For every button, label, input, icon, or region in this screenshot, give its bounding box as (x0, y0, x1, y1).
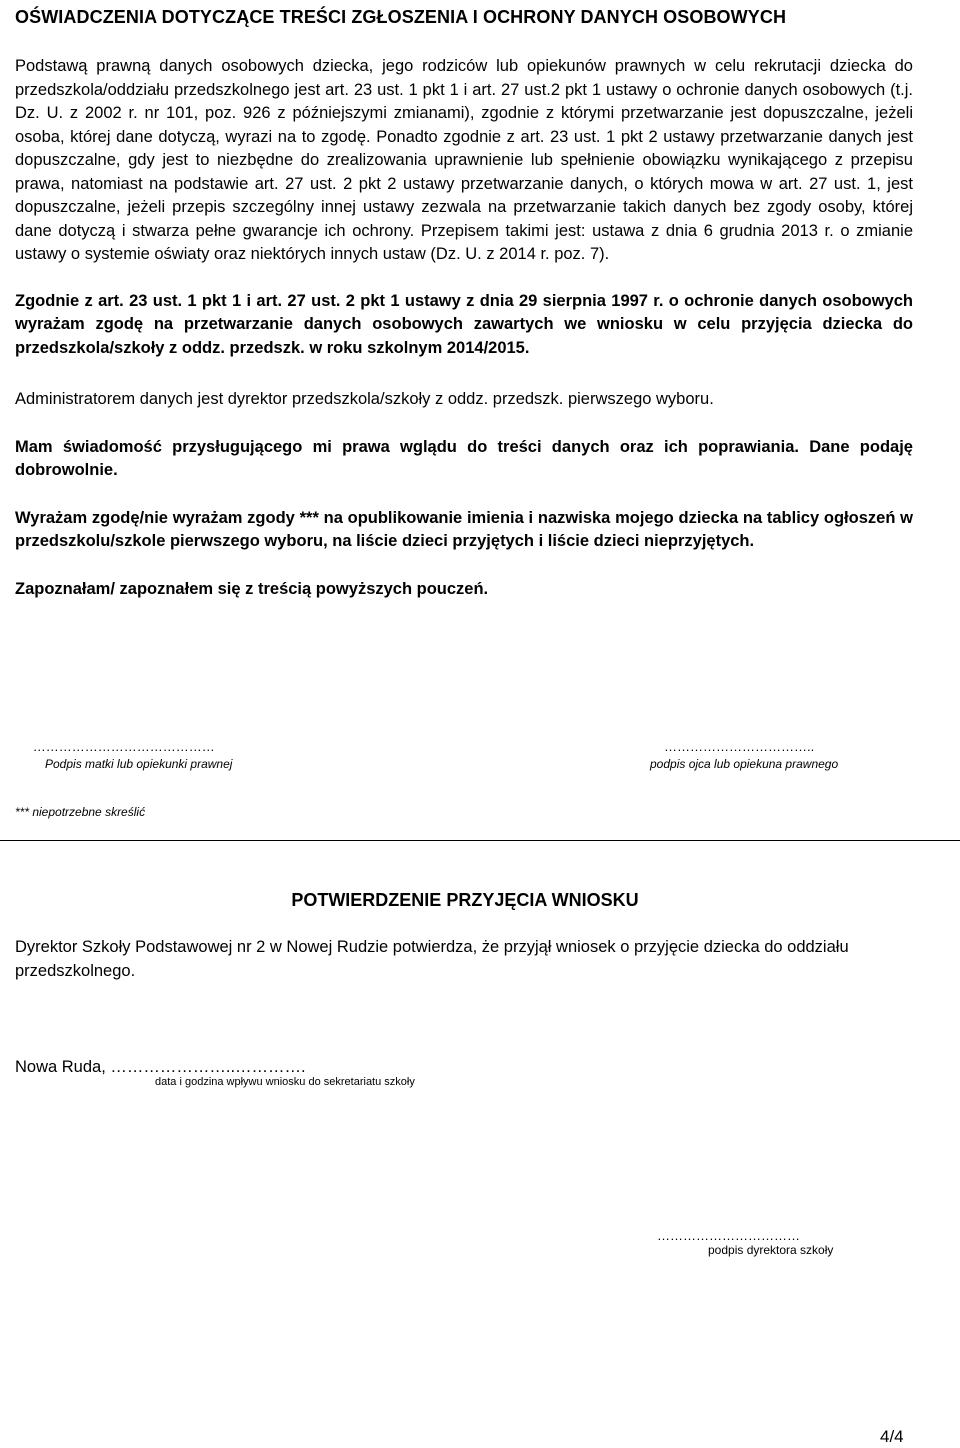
mother-signature-caption: Podpis matki lub opiekunki prawnej (45, 757, 233, 771)
father-signature-line: …………………………….. (663, 739, 815, 754)
footnote: *** niepotrzebne skreślić (15, 805, 146, 819)
confirmation-title: POTWIERDZENIE PRZYJĘCIA WNIOSKU (291, 890, 639, 910)
acknowledgement-paragraph: Zapoznałam/ zapoznałem się z treścią powyższych pouczeń. (15, 579, 489, 598)
director-signature-line: …………………………… (657, 1228, 800, 1243)
mother-signature-line: …………………………………… (32, 739, 215, 754)
parent-signatures (15, 740, 913, 780)
page-number: 4/4 (880, 1427, 904, 1446)
publication-consent-paragraph: Wyrażam zgodę/nie wyrażam zgody *** na opublikowanie imienia i nazwiska mojego dziecka na tablicy ogłoszeń w przedszkolu/szkole pierwszego wyboru, na liście dzieci przyjętych i liście dzieci nieprzyjętych. (15, 508, 913, 550)
document-title: OŚWIADCZENIA DOTYCZĄCE TREŚCI ZGŁOSZENIA I OCHRONY DANYCH OSOBOWYCH (15, 7, 787, 27)
consent-paragraph: Zgodnie z art. 23 ust. 1 pkt 1 i art. 27 ust. 2 pkt 1 ustawy z dnia 29 sierpnia 1997 r. o ochronie danych osobowych wyrażam zgodę na przetwarzanie danych osobowych zawartych we wniosku w celu przyjęcia dziecka do przedszkola/szkoły z oddz. przedszk. w roku szkolnym 2014/2015. (15, 291, 913, 357)
confirmation-text: Dyrektor Szkoły Podstawowej nr 2 w Nowej Rudzie potwierdza, że przyjął wniosek o przyjęcie dziecka do oddziału przedszkolnego. (15, 938, 849, 980)
director-signature-caption: podpis dyrektora szkoły (708, 1243, 834, 1257)
mother-signature (15, 740, 232, 772)
city-date-line: Nowa Ruda, …………………..…………. (15, 1058, 306, 1076)
father-signature (640, 740, 838, 772)
legal-basis-paragraph: Podstawą prawną danych osobowych dziecka, jego rodziców lub opiekunów prawnych w celu rekrutacji dziecka do przedszkola/oddziału przedszkolnego jest art. 23 ust. 1 pkt 1 i art. 27 ust.2 pkt 1 ustawy o ochronie danych osobowych (t.j. Dz. U. z 2002 r. nr 101, poz. 926 z późniejszymi zmianami), zgodnie z którymi przetwarzanie jest dopuszczalne, jeżeli osoba, której dane dotyczą, wyrazi na to zgodę. Ponadto zgodnie z art. 23 ust. 1 pkt 2 ustawy przetwarzanie danych jest dopuszczalne, gdy jest to niezbędne do zrealizowania uprawnienie lub spełnienie obowiązku wynikającego z przepisu prawa, natomiast na podstawie art. 27 ust. 2 pkt 2 ustawy przetwarzanie danych, o których mowa w art. 27 ust. 1, jest dopuszczalne, jeżeli przepis szczególny innej ustawy zezwala na przetwarzanie takich danych bez zgody osoby, której dane dotyczą i stwarza pełne gwarancje ich ochrony. Przepisem takimi jest: ustawa z dnia 6 grudnia 2013 r. o zmianie ustawy o systemie oświaty oraz niektórych innych ustaw (Dz. U. z 2014 r. poz. 7). (15, 57, 913, 263)
document-page (15, 0, 913, 601)
date-caption: data i godzina wpływu wniosku do sekretariatu szkoły (155, 1076, 415, 1088)
administrator-paragraph: Administratorem danych jest dyrektor przedszkola/szkoły z oddz. przedszk. pierwszego wyboru. (15, 390, 714, 408)
father-signature-caption: podpis ojca lub opiekuna prawnego (650, 757, 839, 771)
awareness-paragraph: Mam świadomość przysługującego mi prawa wglądu do treści danych oraz ich poprawiania. Dane podaję dobrowolnie. (15, 437, 913, 479)
section-divider (0, 840, 960, 841)
